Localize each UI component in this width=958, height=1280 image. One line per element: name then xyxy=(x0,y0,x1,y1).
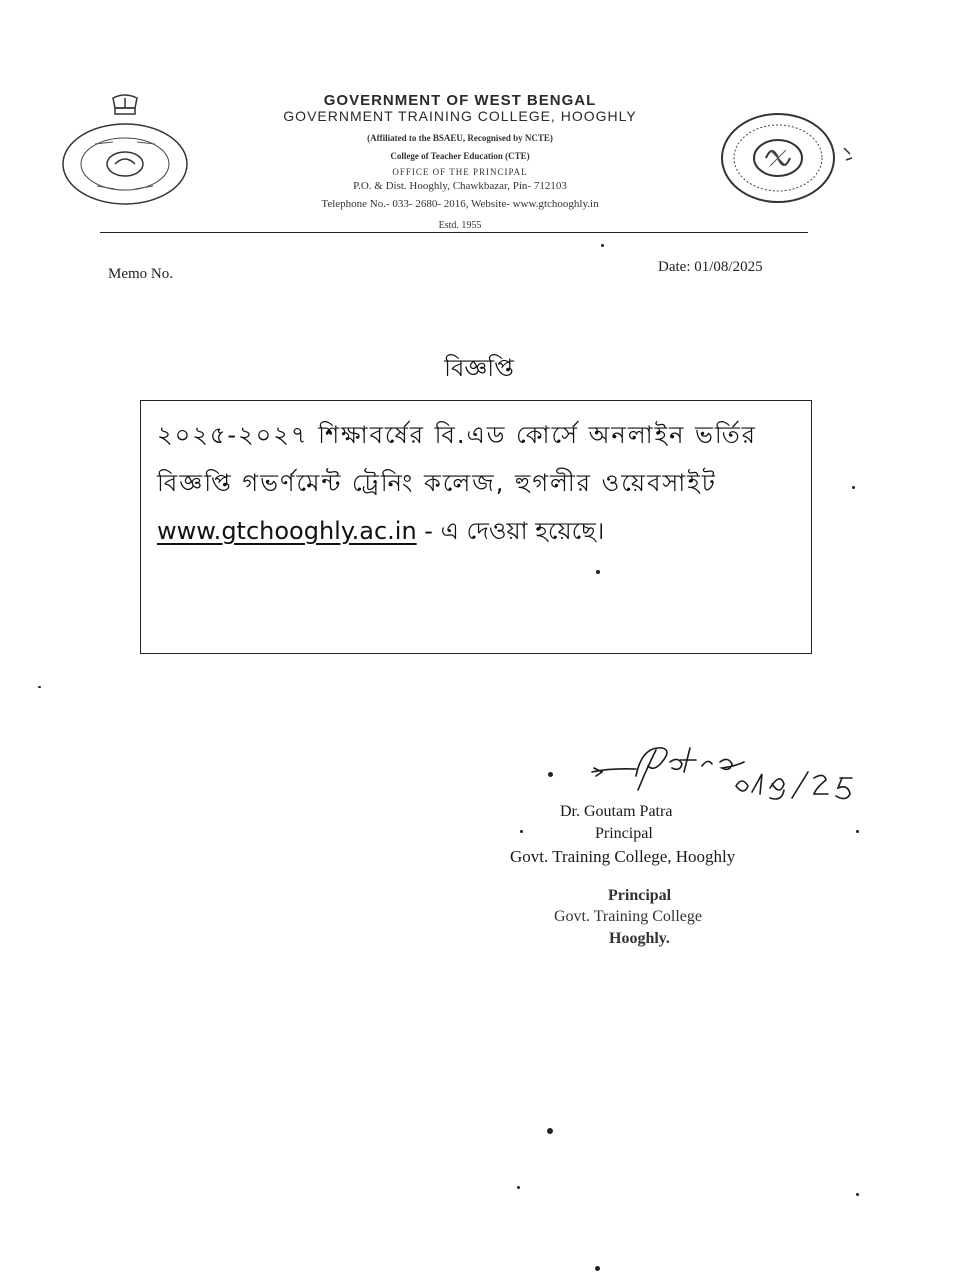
government-heading: GOVERNMENT OF WEST BENGAL xyxy=(323,92,597,109)
address-text: P.O. & Dist. Hooghly, Chawkbazar, Pin- 712103 xyxy=(353,180,567,192)
stamp-role: Principal xyxy=(608,887,672,904)
notice-title: বিজ্ঞপ্তি xyxy=(444,354,514,382)
office-text: OFFICE OF THE PRINCIPAL xyxy=(392,167,528,177)
scan-speck xyxy=(547,1128,553,1134)
memo-number-label: Memo No. xyxy=(108,266,173,282)
scan-speck xyxy=(548,772,553,777)
signatory-role: Principal xyxy=(595,825,653,842)
notice-line-3-tail: - এ দেওয়া হয়েছে। xyxy=(416,517,605,545)
stamp-place: Hooghly. xyxy=(609,930,670,947)
document-date: Date: 01/08/2025 xyxy=(658,259,763,275)
cte-text: College of Teacher Education (CTE) xyxy=(390,151,530,161)
scan-speck xyxy=(856,830,859,833)
notice-line-1: ২০২৫-২০২৭ শিক্ষাবর্ষের বি.এড কোর্সে অনলাইন ভর্তির xyxy=(157,421,757,449)
notice-line-2: বিজ্ঞপ্তি গভর্ণমেন্ট ট্রেনিং কলেজ, হুগলীর ওয়েবসাইট xyxy=(157,469,717,497)
header-divider xyxy=(100,232,808,233)
affiliation-text: (Affiliated to the BSAEU, Recognised by NCTE) xyxy=(367,133,553,143)
scan-speck xyxy=(517,1186,520,1189)
signatory-organization: Govt. Training College, Hooghly xyxy=(510,847,736,866)
website-link[interactable]: www.gtchooghly.ac.in xyxy=(157,517,417,545)
notice-box xyxy=(140,400,812,654)
contact-text: Telephone No.- 033- 2680- 2016, Website- www.gtchooghly.in xyxy=(321,198,599,210)
government-emblem-icon xyxy=(55,92,195,212)
college-heading: GOVERNMENT TRAINING COLLEGE, HOOGHLY xyxy=(283,108,637,124)
scan-speck xyxy=(852,486,855,489)
notice-line-3 xyxy=(157,513,604,553)
scan-speck xyxy=(520,830,523,833)
college-seal-icon xyxy=(718,108,858,206)
scan-speck xyxy=(38,686,41,688)
stamp-organization: Govt. Training College xyxy=(554,908,703,925)
signatory-name: Dr. Goutam Patra xyxy=(560,803,673,820)
scan-speck xyxy=(856,1193,859,1196)
scan-speck xyxy=(596,570,600,574)
scan-speck xyxy=(595,1266,600,1271)
scan-speck xyxy=(601,244,604,247)
established-text: Estd. 1955 xyxy=(438,220,482,231)
